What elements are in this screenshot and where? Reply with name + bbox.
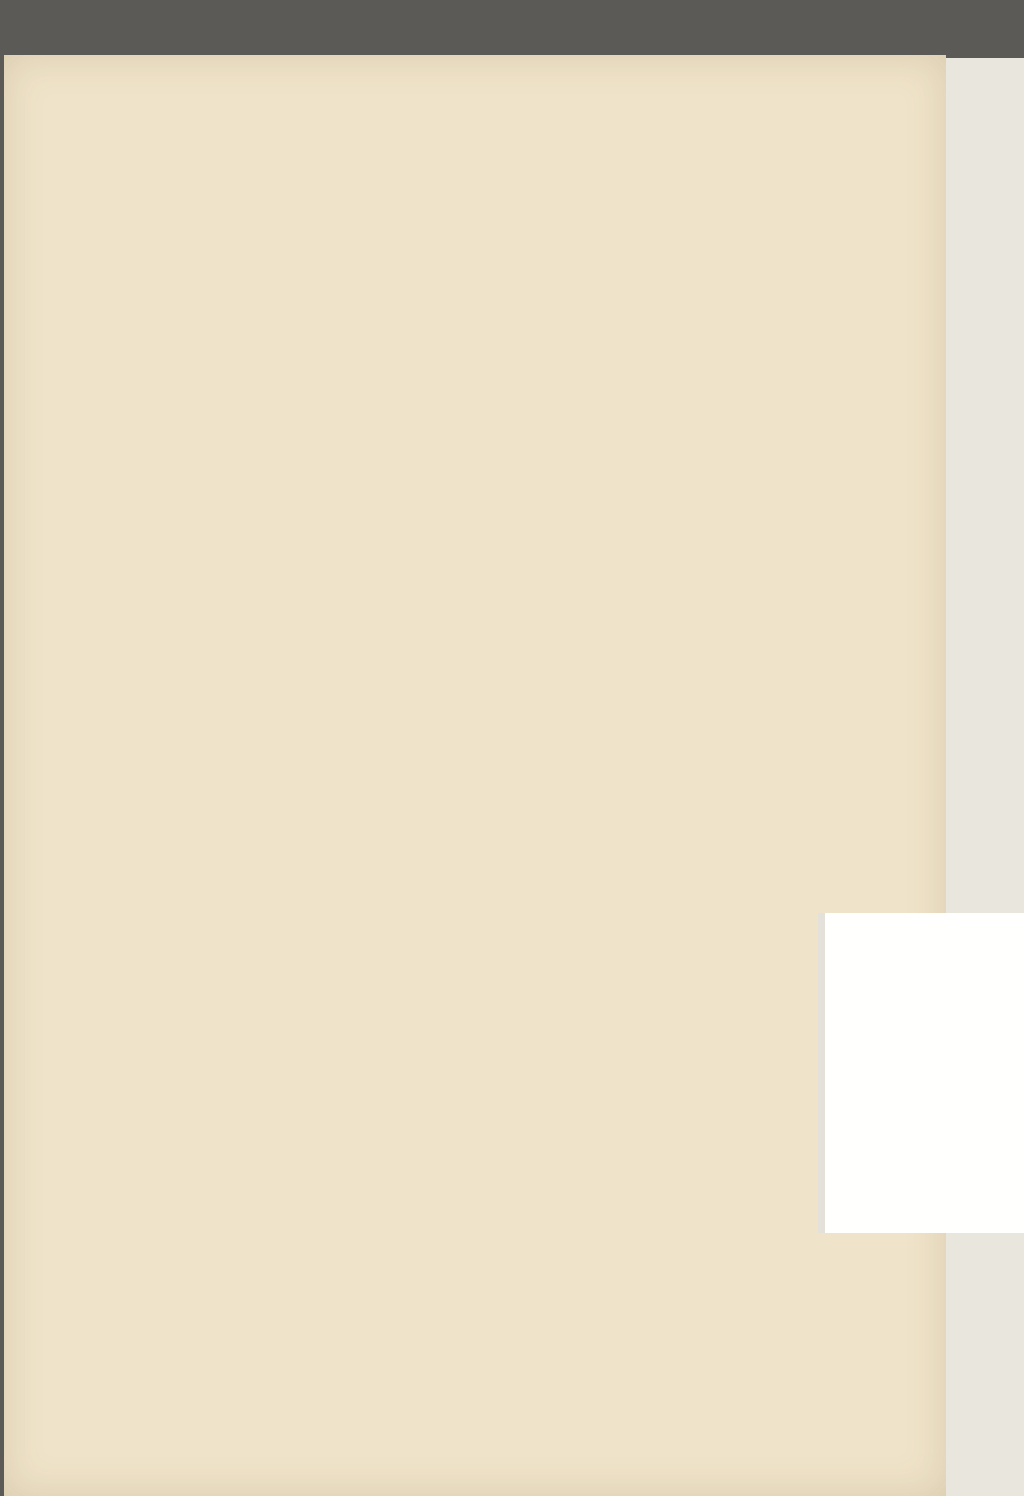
page-number	[740, 130, 800, 166]
white-patch	[825, 913, 1024, 1233]
paper-edge	[818, 913, 825, 1233]
footnote	[812, 1250, 826, 1278]
rotated-table	[95, 185, 810, 1290]
page-edge	[946, 58, 1024, 1496]
